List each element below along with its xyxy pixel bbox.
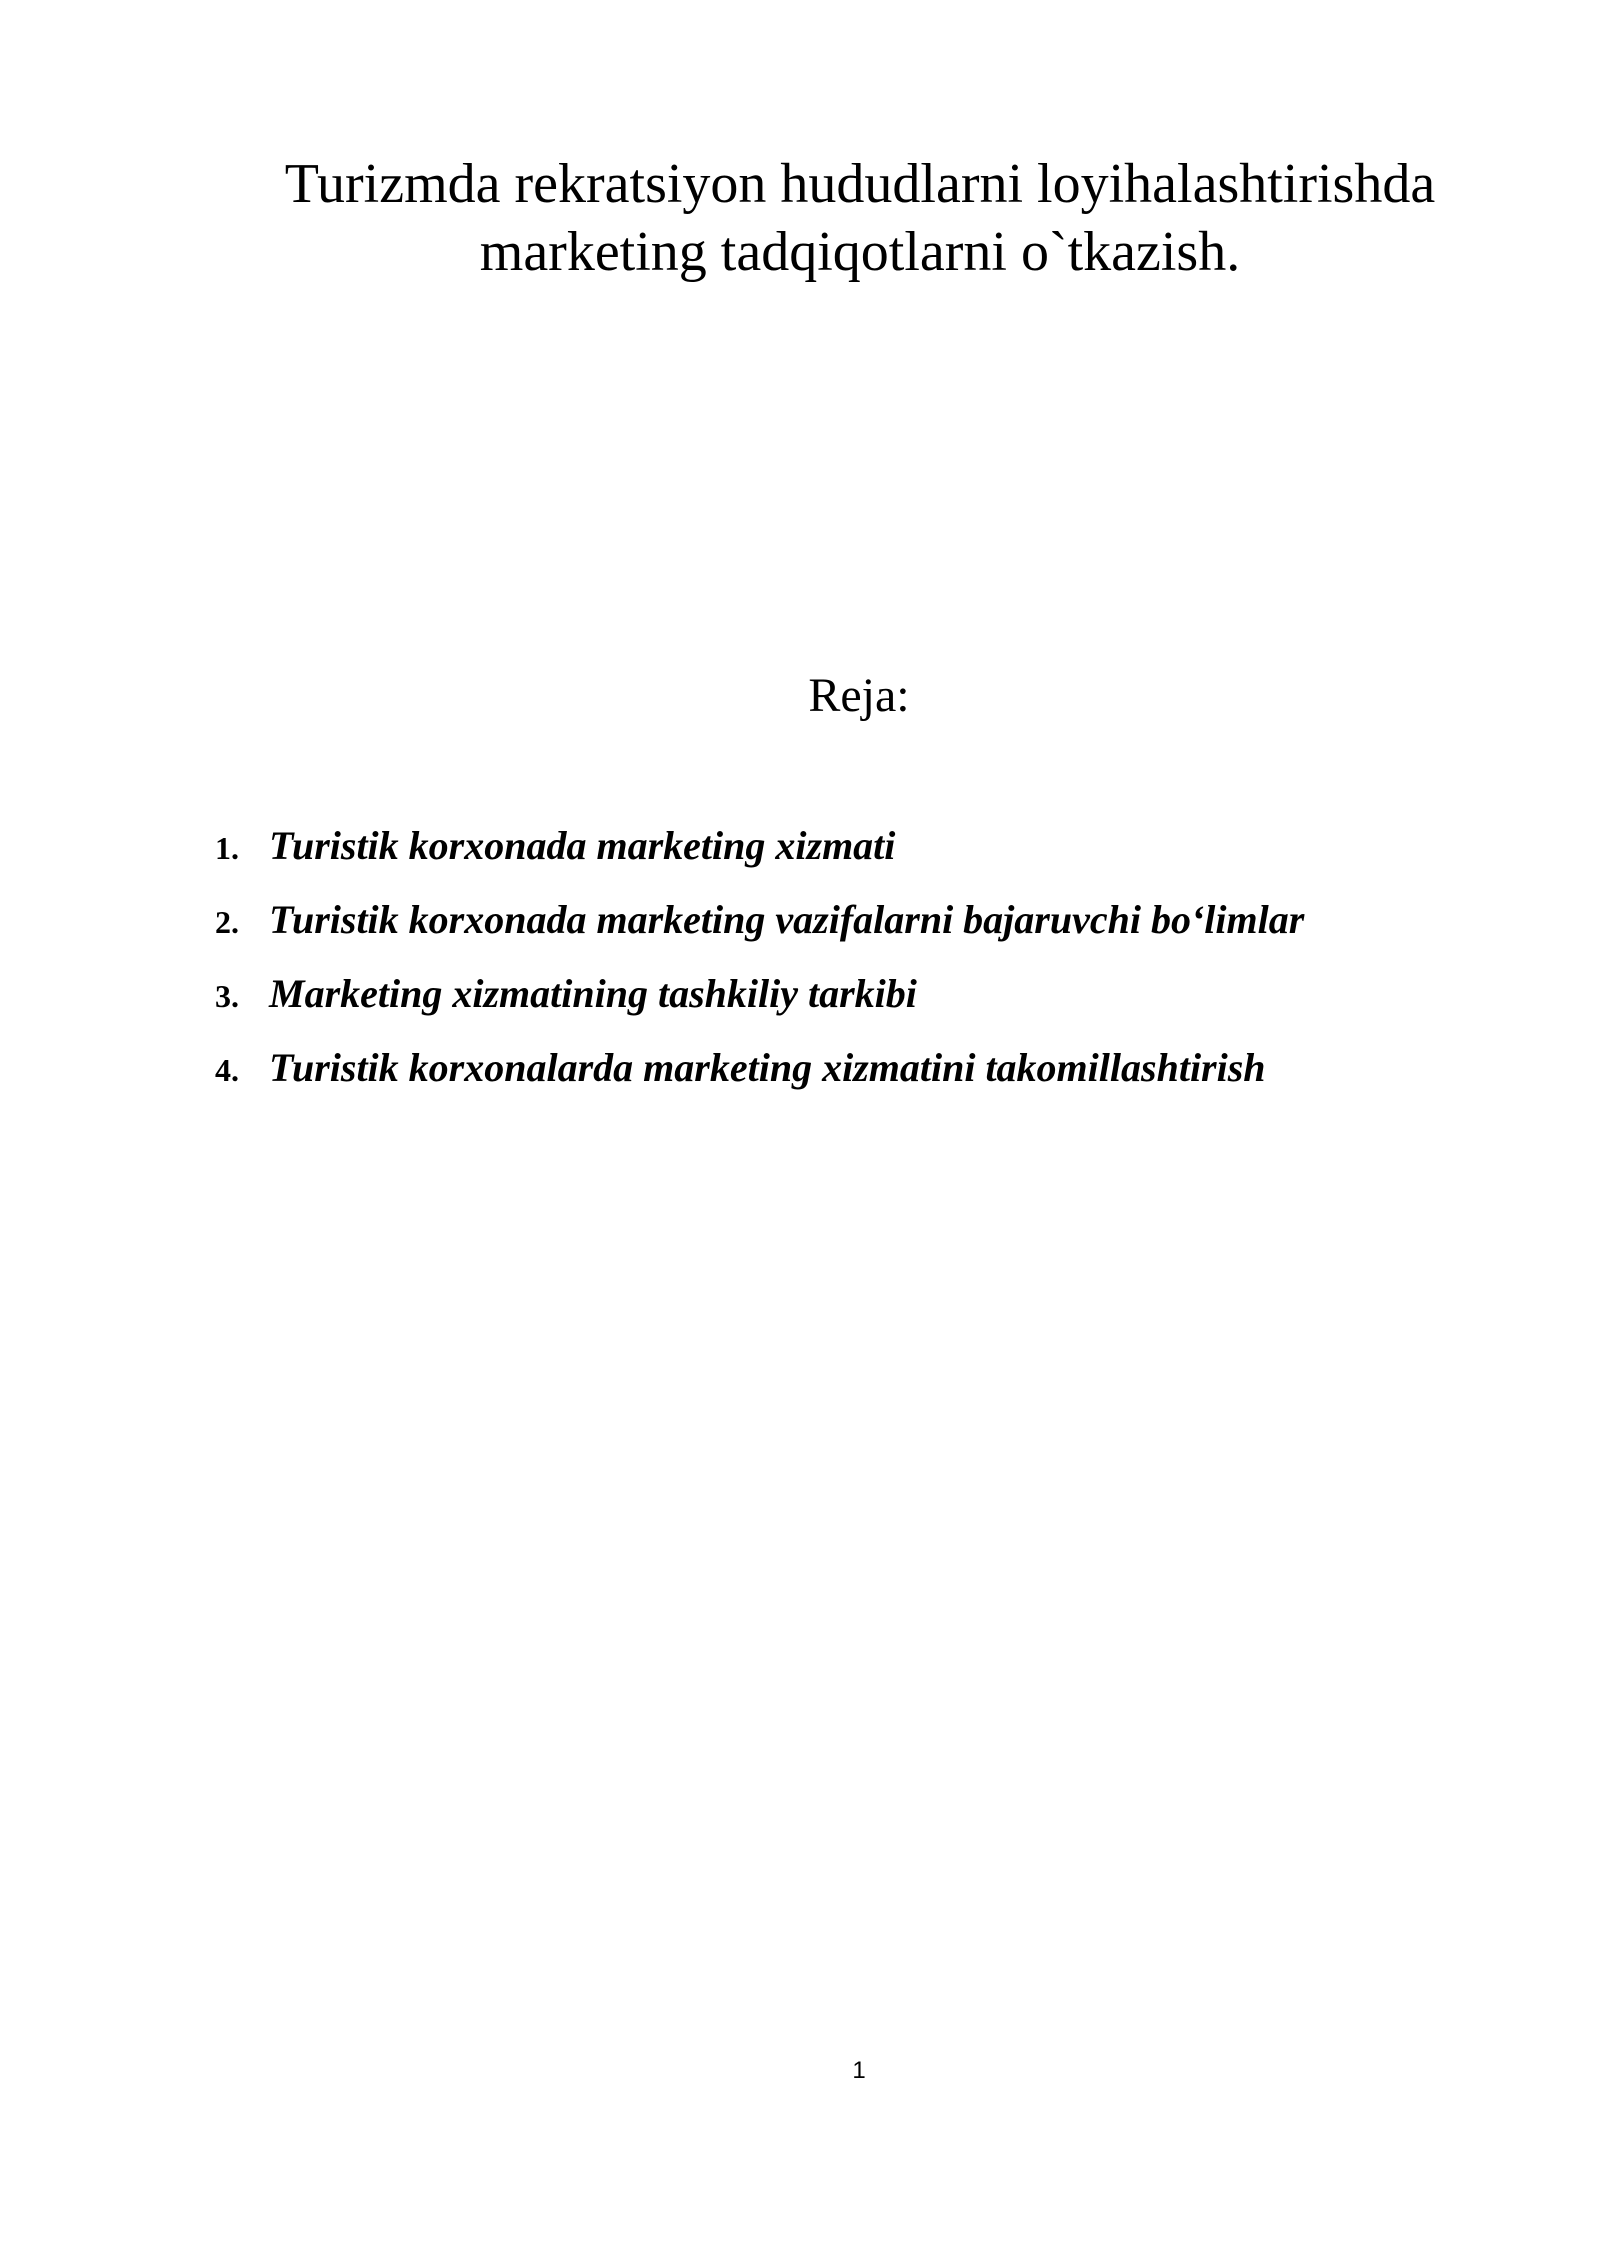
plan-item [215,966,1515,1040]
document-title [200,150,1520,286]
document-title-line: Turizmda rekratsiyon hududlarni loyihalashtirishda [284,153,1436,215]
plan-item-number: 1. [215,830,239,866]
plan-item-number: 2. [215,904,239,940]
document-title-line: marketing tadqiqotlarni o`tkazish. [479,221,1241,283]
plan-item-text: Turistik korxonada marketing vazifalarni bajaruvchi bo‘limlar [269,897,1305,942]
plan-item-text: Marketing xizmatining tashkiliy tarkibi [269,971,917,1016]
plan-item [215,818,1515,892]
plan-list [215,818,1515,1114]
plan-item [215,1040,1515,1114]
plan-heading: Reja: [808,669,910,722]
plan-item-text: Turistik korxonada marketing xizmati [269,823,896,868]
plan-item [215,892,1515,966]
plan-item-text: Turistik korxonalarda marketing xizmatini takomillashtirish [269,1045,1266,1090]
plan-item-number: 3. [215,978,239,1014]
plan-item-number: 4. [215,1052,239,1088]
page-number: 1 [852,2057,866,2084]
